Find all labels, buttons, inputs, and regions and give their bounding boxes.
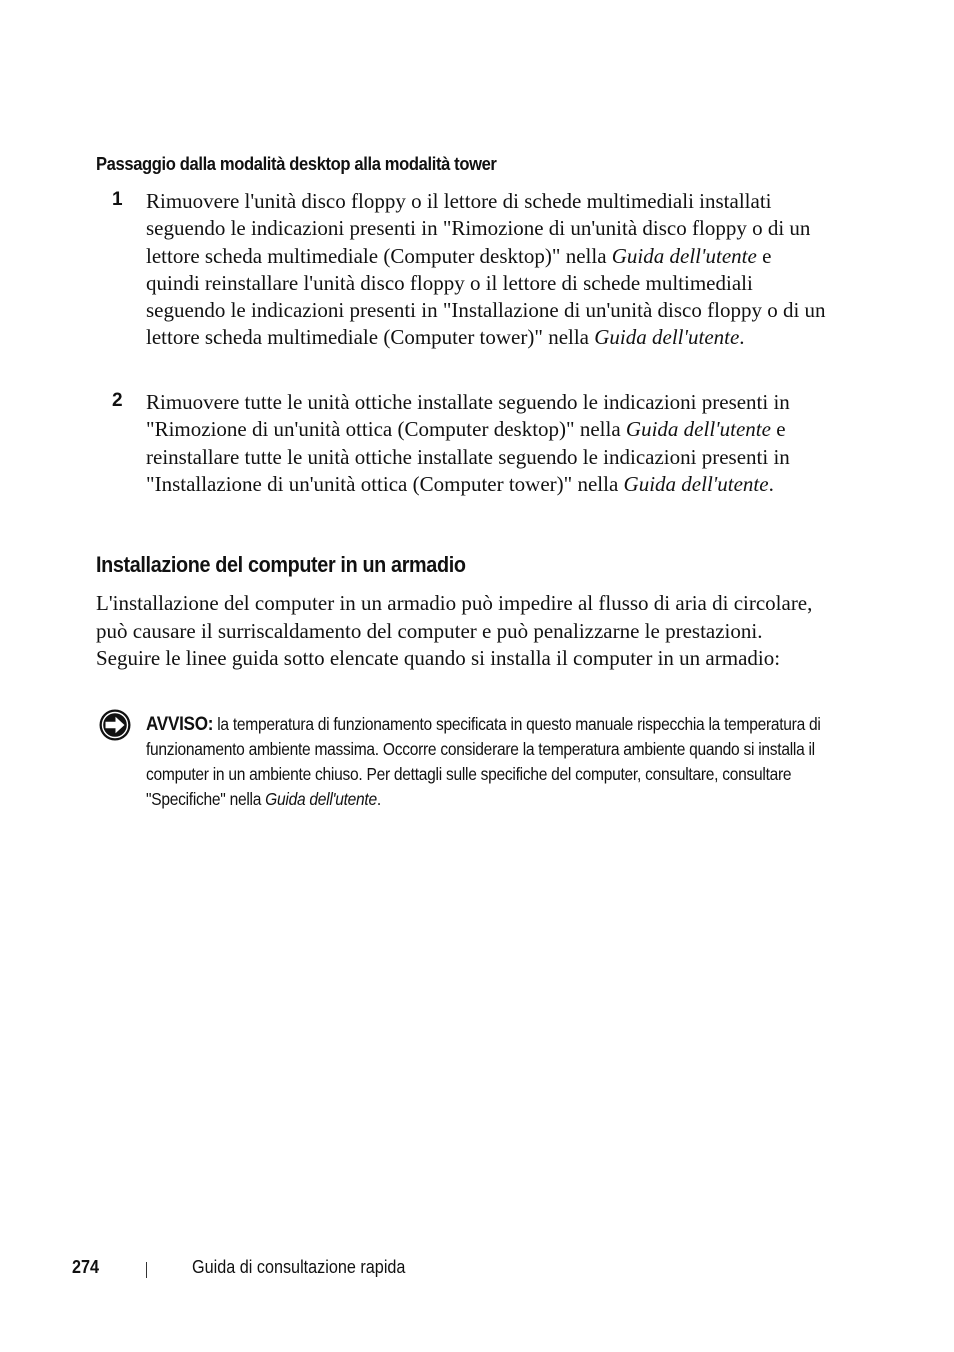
notice-text-inner <box>146 712 830 812</box>
footer-separator <box>146 1262 147 1278</box>
notice-label: AVVISO: <box>146 714 214 735</box>
step-text <box>146 188 826 352</box>
step-text-italic: Guida dell'utente <box>625 417 771 442</box>
footer-title: Guida di consultazione rapida <box>192 1257 406 1277</box>
section-heading: Installazione del computer in un armadio <box>96 552 466 577</box>
step-number: 2 <box>112 390 123 411</box>
step-text-part: Rimuovere tutte le unità ottiche installate seguendo le indicazioni presenti in "Rimozione di un'unità ottica (Computer desktop)" nella <box>146 390 790 442</box>
step-text-italic: Guida dell'utente <box>623 471 769 496</box>
step-number: 1 <box>112 189 123 210</box>
notice-text <box>146 712 846 812</box>
footer-page-number: 274 <box>72 1257 100 1277</box>
step-text <box>146 389 826 498</box>
step-text-part: . <box>739 325 745 350</box>
section-paragraph: L'installazione del computer in un armadio può impedire al flusso di aria di circolare, può causare il surriscaldamento del computer e può penalizzarne le prestazioni. Seguire le linee guida sotto elencate quando si installa il computer in un armadio: <box>96 591 813 670</box>
step-text-italic: Guida dell'utente <box>611 243 757 268</box>
procedure-heading: Passaggio dalla modalità desktop alla modalità tower <box>96 154 497 174</box>
step-text-part: e reinstallare tutte le unità ottiche installate seguendo le indicazioni presenti in "Installazione di un'unità ottica (Computer tower)" nella <box>146 417 790 496</box>
step-text-part: Rimuovere l'unità disco floppy o il lettore di schede multimediali installati seguendo le indicazioni presenti in "Rimozione di un'unità disco floppy o di un lettore scheda multimediale (Computer desktop)" nella <box>146 189 811 268</box>
step-text-part: . <box>768 471 774 496</box>
notice-arrow-icon <box>99 709 131 741</box>
step-text-italic: Guida dell'utente <box>594 325 740 350</box>
step-text-part: e quindi reinstallare l'unità disco floppy o il lettore di schede multimediali seguendo le indicazioni presenti in "Installazione di un'unità disco floppy o di un lettore scheda multimediale (Computer tower)" nella <box>146 243 826 350</box>
notice-text-part: la temperatura di funzionamento specificata in questo manuale rispecchia la temperatura di funzionamento ambiente massima. Occorre considerare la temperatura ambiente quando si installa il computer in un ambiente chiuso. Per dettagli sulle specifiche del computer, consultare, consultare "Specifiche" nella <box>146 714 821 809</box>
notice-text-part: . <box>376 789 381 809</box>
notice-text-italic: Guida dell'utente <box>265 789 377 809</box>
